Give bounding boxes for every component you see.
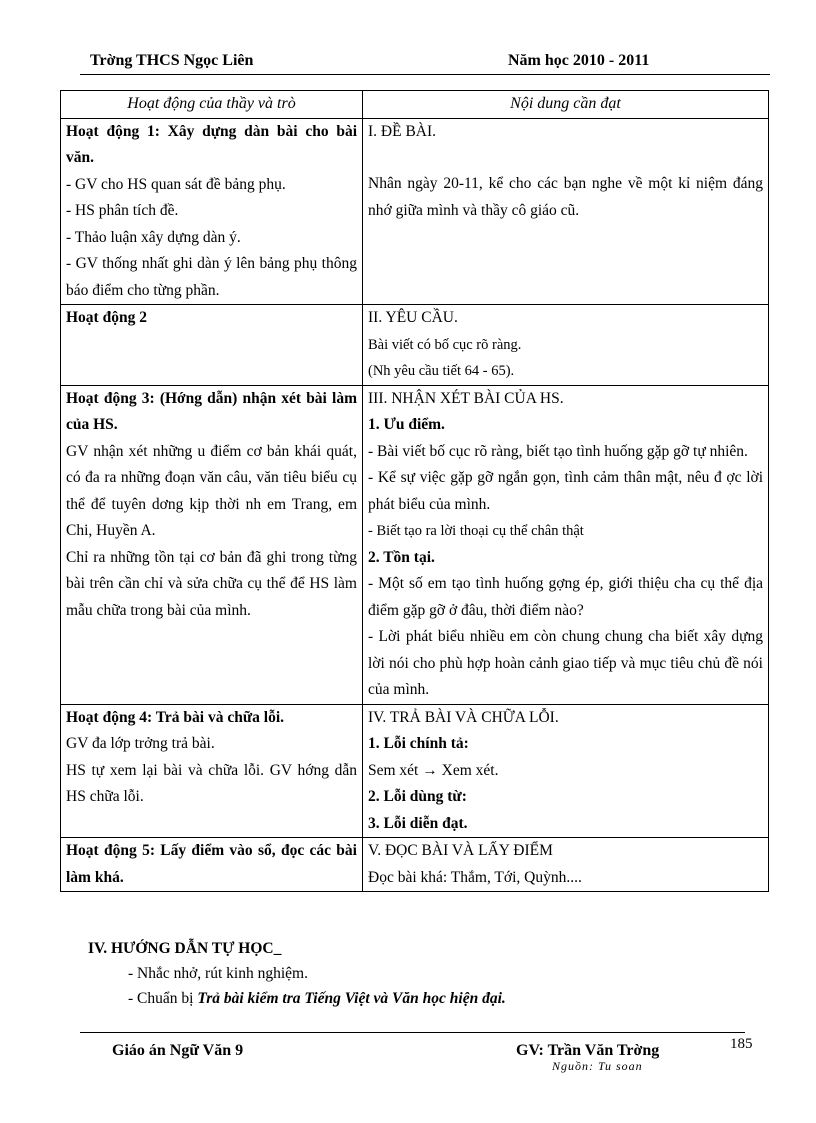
activity-1-line: - GV thống nhất ghi dàn ý lên bảng phụ thông báo điểm cho từng phần. — [66, 255, 357, 299]
school-name: Trờng THCS Ngọc Liên — [90, 52, 254, 69]
activity-5-title: Hoạt động 5: Lấy điểm vào sổ, đọc các bài làm khá. — [66, 842, 357, 886]
arrow-right-icon: → — [422, 761, 438, 779]
section-5-title: V. ĐỌC BÀI VÀ LẤY ĐIỂM — [368, 842, 553, 859]
activity-1-cell — [61, 118, 363, 305]
section-4-subtitle: 2. Lỗi dùng từ: — [368, 788, 467, 805]
guide-title: IV. HƯỚNG DẪN TỰ HỌC_ — [88, 940, 282, 957]
activity-1-title: Hoạt động 1: Xây dựng dàn bài cho bài văn. — [66, 122, 357, 166]
section-5-text: Đọc bài khá: Thắm, Tới, Quỳnh.... — [368, 868, 582, 886]
section-3-line: - Biết tạo ra lời thoại cụ thể chân thật — [368, 523, 584, 539]
table-row — [61, 118, 769, 305]
table-header-row — [61, 91, 769, 119]
guide-line — [128, 990, 808, 1008]
guide-line: - Nhắc nhở, rút kinh nghiệm. — [128, 965, 308, 982]
activity-5-cell — [61, 838, 363, 892]
footer-source: Nguồn: Tu soan — [552, 1059, 643, 1073]
table-row — [61, 704, 769, 838]
section-3-line: - Kể sự việc gặp gỡ ngắn gọn, tình cảm thân mật, nêu đ ợc lời phát biểu của mình. — [368, 469, 763, 513]
table-row — [61, 838, 769, 892]
activity-1-line: - GV cho HS quan sát đề bảng phụ. — [66, 175, 286, 193]
activity-3-paragraph: GV nhận xét những u điểm cơ bản khái quát, có đa ra những đoạn văn câu, văn tiêu biểu cụ thể để tuyên dơng kịp thời nh em Trang, em Chi, Huyền A. — [66, 442, 357, 539]
col-header-activities: Hoạt động của thầy và trò — [61, 91, 363, 119]
activity-2-cell — [61, 305, 363, 386]
activity-4-line: HS tự xem lại bài và chữa lỗi. GV hớng dẫn HS chữa lỗi. — [66, 761, 357, 805]
activity-3-paragraph: Chỉ ra những tồn tại cơ bản đã ghi trong từng bài trên cần chỉ và sửa chữa cụ thể để HS làm mẫu chữa trong bài của mình. — [66, 548, 357, 619]
section-3-cell — [363, 385, 769, 704]
table-row — [61, 385, 769, 704]
section-3-line: - Lời phát biểu nhiều em còn chung chung cha biết xây dựng lời nói cho phù hợp hoàn cảnh giao tiếp và mục tiêu chủ đề nói của mình. — [368, 628, 763, 698]
section-4-subtitle: 3. Lỗi diễn đạt. — [368, 814, 468, 832]
section-3-title: III. NHẬN XÉT BÀI CỦA HS. — [368, 389, 564, 407]
col-header-content: Nội dung cần đạt — [363, 91, 769, 119]
table-row — [61, 305, 769, 386]
section-2-line: (Nh yêu cầu tiết 64 - 65). — [368, 363, 515, 379]
section-5-cell — [363, 838, 769, 892]
correction-example — [368, 758, 763, 785]
activity-3-title: Hoạt động 3: (Hớng dẫn) nhận xét bài làm của HS. — [66, 389, 357, 433]
section-1-text: Nhân ngày 20-11, kể cho các bạn nghe về một kỉ niệm đáng nhớ giữa mình và thầy cô giáo cũ. — [368, 175, 763, 219]
guide-next-lesson: Trả bài kiểm tra Tiếng Việt và Văn học hiện đại. — [197, 990, 506, 1007]
school-year: Năm học 2010 - 2011 — [508, 52, 650, 69]
section-2-title: II. YÊU CẦU. — [368, 309, 458, 326]
section-2-cell — [363, 305, 769, 386]
section-3-subtitle: 1. Ưu điểm. — [368, 416, 445, 433]
section-1-cell — [363, 118, 769, 305]
section-4-cell — [363, 704, 769, 838]
activity-4-cell — [61, 704, 363, 838]
footer-teacher: GV: Trần Văn Trờng — [516, 1042, 660, 1059]
activity-3-cell — [61, 385, 363, 704]
activity-1-line: - HS phân tích đề. — [66, 202, 179, 219]
correct-word: Xem xét. — [441, 761, 499, 779]
activity-4-title: Hoạt động 4: Trả bài và chữa lỗi. — [66, 708, 284, 726]
section-3-line: - Bài viết bố cục rõ ràng, biết tạo tình huống gặp gỡ tự nhiên. — [368, 442, 748, 460]
section-3-line: - Một số em tạo tình huống gợng ép, giới thiệu cha cụ thể địa điểm gặp gỡ ở đâu, thời điểm nào? — [368, 575, 763, 619]
page-header — [80, 52, 770, 75]
activity-2-title: Hoạt động 2 — [66, 309, 147, 326]
activity-4-line: GV đa lớp trởng trả bài. — [66, 735, 215, 752]
footer-rule — [80, 1032, 745, 1033]
section-4-title: IV. TRẢ BÀI VÀ CHỮA LỖI. — [368, 708, 559, 726]
guide-prefix: - Chuẩn bị — [128, 990, 194, 1007]
section-4-subtitle: 1. Lỗi chính tả: — [368, 735, 469, 752]
footer-subject: Giáo án Ngữ Văn 9 — [112, 1042, 244, 1059]
section-1-title: I. ĐỀ BÀI. — [368, 122, 437, 140]
section-2-line: Bài viết có bố cục rõ ràng. — [368, 336, 522, 353]
page-number: 185 — [730, 1036, 753, 1052]
section-3-subtitle: 2. Tồn tại. — [368, 548, 435, 566]
activity-1-line: - Thảo luận xây dựng dàn ý. — [66, 228, 241, 246]
wrong-word: Sem xét — [368, 761, 419, 779]
lesson-table — [60, 90, 769, 892]
